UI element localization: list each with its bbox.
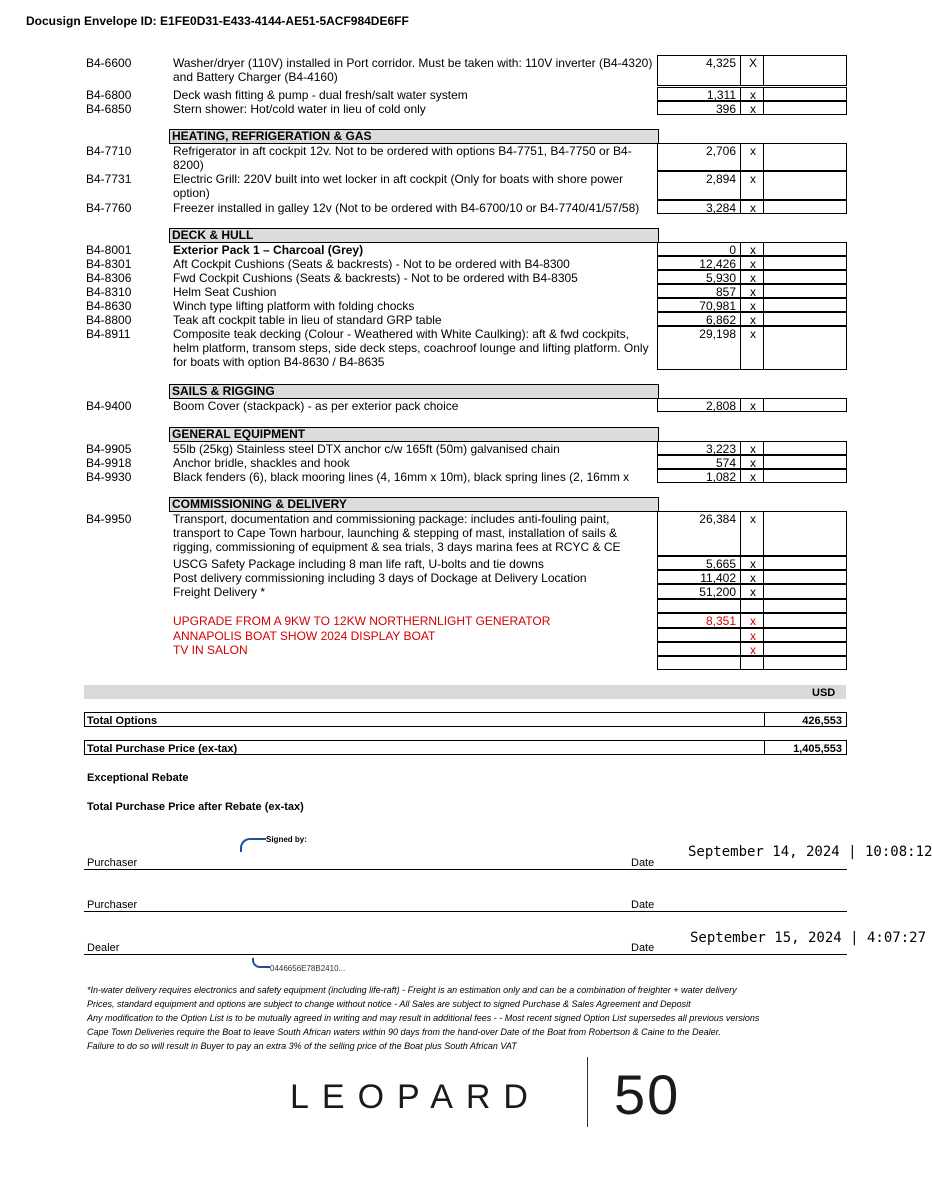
deck-rows-row-3-code: B4-8310 xyxy=(86,285,132,299)
heating-rows-row-0-price: 2,706 xyxy=(705,144,736,158)
heating-rows-row-1-mark: x xyxy=(750,172,756,186)
general-rows-row-1-mark: x xyxy=(750,456,756,470)
deck-rows-row-0-cell-divider-2 xyxy=(763,242,764,256)
dealer-hash: 0446656E78B2410... xyxy=(270,964,346,973)
commissioning-rows-row-2-mark: x xyxy=(750,571,756,585)
heating-rows-row-2-description: Freezer installed in galley 12v (Not to be ordered with B4-6700/10 or B4-7740/41/57/58) xyxy=(173,201,640,215)
rows-top-row-0-cell-divider-1 xyxy=(740,55,741,86)
envelope-id: Docusign Envelope ID: E1FE0D31-E433-4144-AE51-5ACF984DE6FF xyxy=(26,14,409,28)
deck-rows-row-6-cell-divider-2 xyxy=(763,326,764,370)
heating-rows-row-0-cell-divider-2 xyxy=(763,143,764,171)
date-label-3: Date xyxy=(631,942,655,954)
deck-rows-row-3-mark: x xyxy=(750,285,756,299)
deck-rows-row-4-cell-divider-1 xyxy=(740,298,741,312)
heating-rows-row-0-description: Refrigerator in aft cockpit 12v. Not to be ordered with options B4-7751, B4-7750 or B4-8200) xyxy=(173,144,632,172)
total-options-value: 426,553 xyxy=(802,715,842,727)
general-rows-row-0-cell-divider-1 xyxy=(740,441,741,455)
general-rows-row-0-price: 3,223 xyxy=(705,442,736,456)
commissioning-rows-row-3-cell-divider-2 xyxy=(763,584,764,599)
general-rows-row-2-code: B4-9930 xyxy=(86,470,132,484)
section-general: GENERAL EQUIPMENT xyxy=(169,427,659,442)
general-rows-row-1-price: 574 xyxy=(715,456,736,470)
deck-rows-row-5-code: B4-8800 xyxy=(86,313,132,327)
red-rows-row-1-cell-divider-2 xyxy=(763,628,764,642)
deck-rows-row-5-description: Teak aft cockpit table in lieu of standard GRP table xyxy=(173,313,442,327)
deck-rows-row-0-cell-divider-1 xyxy=(740,242,741,256)
deck-rows-row-6-mark: x xyxy=(750,327,756,341)
deck-rows-row-2-mark: x xyxy=(750,271,756,285)
commissioning-rows-row-1-mark: x xyxy=(750,557,756,571)
red-rows-row-2-cell-divider-1 xyxy=(740,642,741,656)
deck-rows-row-3-cell-divider-2 xyxy=(763,284,764,298)
signature-bracket-bottom-icon xyxy=(252,958,270,968)
deck-rows-row-0-price: 0 xyxy=(729,243,736,257)
general-rows-row-2-price: 1,082 xyxy=(705,470,736,484)
signature-line-3 xyxy=(84,954,847,955)
sails-rows-row-0-cell-divider-2 xyxy=(763,398,764,412)
commissioning-rows-row-3-mark: x xyxy=(750,585,756,599)
rows-top-row-0-mark: X xyxy=(748,56,757,70)
heating-rows-row-2-price: 3,284 xyxy=(705,201,736,215)
rebate-label: Exceptional Rebate xyxy=(87,772,189,784)
red-rows-row-2-cell-divider-2 xyxy=(763,642,764,656)
rows-top-row-0-price: 4,325 xyxy=(705,56,736,70)
leopard-logo-number: 50 xyxy=(614,1063,681,1126)
commissioning-rows-row-0-cell-divider-2 xyxy=(763,511,764,556)
purchaser-label-2: Purchaser xyxy=(87,899,138,911)
footnote-3: Any modification to the Option List is to be mutually agreed in writing and may result in additional fees - - Most recent signed Option List supersedes all previous versions xyxy=(87,1013,760,1023)
red-rows-row-1-description: ANNAPOLIS BOAT SHOW 2024 DISPLAY BOAT xyxy=(173,629,436,643)
red-rows-row-0-cell-divider-2 xyxy=(763,613,764,628)
general-rows-row-0-description: 55lb (25kg) Stainless steel DTX anchor c/w 165ft (50m) galvanised chain xyxy=(173,442,560,456)
deck-rows-row-1-description: Aft Cockpit Cushions (Seats & backrests) - Not to be ordered with B4-8300 xyxy=(173,257,570,271)
deck-rows-row-3-description: Helm Seat Cushion xyxy=(173,285,277,299)
general-rows-row-1-cell-divider-1 xyxy=(740,455,741,469)
deck-rows-row-4-cell-divider-2 xyxy=(763,298,764,312)
general-rows-row-2-description: Black fenders (6), black mooring lines (4, 16mm x 10m), black spring lines (2, 16mm x xyxy=(173,470,630,484)
currency-label: USD xyxy=(812,687,836,699)
commissioning-rows-row-0-price: 26,384 xyxy=(699,512,736,526)
general-rows-row-1-code: B4-9918 xyxy=(86,456,132,470)
heating-rows-row-0-code: B4-7710 xyxy=(86,144,132,158)
deck-rows-row-3-price: 857 xyxy=(715,285,736,299)
red-rows-row-2-mark: x xyxy=(750,643,756,657)
deck-rows-row-1-mark: x xyxy=(750,257,756,271)
commissioning-rows-row-2-description: Post delivery commissioning including 3 days of Dockage at Delivery Location xyxy=(173,571,587,585)
deck-rows-row-5-price: 6,862 xyxy=(705,313,736,327)
deck-rows-row-4-mark: x xyxy=(750,299,756,313)
rows-top-row-2-cell-divider-2 xyxy=(763,101,764,115)
red-rows-row-0-cell-divider-1 xyxy=(740,613,741,628)
rows-top-row-1-mark: x xyxy=(750,88,756,102)
deck-rows-row-4-price: 70,981 xyxy=(699,299,736,313)
blank-row-cell-divider-2 xyxy=(763,599,764,613)
commissioning-rows-row-3-price: 51,200 xyxy=(699,585,736,599)
heating-rows-row-2-cell-divider-2 xyxy=(763,200,764,214)
currency-band xyxy=(84,685,846,699)
deck-rows-row-2-cell-divider-1 xyxy=(740,270,741,284)
rows-top-row-2-code: B4-6850 xyxy=(86,102,132,116)
commissioning-rows-row-0-mark: x xyxy=(750,512,756,526)
general-rows-row-2-mark: x xyxy=(750,470,756,484)
deck-rows-row-0-description: Exterior Pack 1 – Charcoal (Grey) xyxy=(173,243,364,257)
commissioning-rows-row-3-cell-divider-1 xyxy=(740,584,741,599)
heating-rows-row-1-description: Electric Grill: 220V built into wet locker in aft cockpit (Only for boats with shore power option) xyxy=(173,172,624,200)
general-rows-row-0-cell-divider-2 xyxy=(763,441,764,455)
rows-top-row-0-cell-divider-2 xyxy=(763,55,764,86)
footnote-4: Cape Town Deliveries require the Boat to leave South African waters within 90 days from the hand-over Date of the Boat from Robertson & Caine to the Dealer. xyxy=(87,1027,721,1037)
deck-rows-row-0-mark: x xyxy=(750,243,756,257)
deck-rows-row-1-code: B4-8301 xyxy=(86,257,132,271)
deck-rows-row-5-mark: x xyxy=(750,313,756,327)
general-rows-row-1-description: Anchor bridle, shackles and hook xyxy=(173,456,350,470)
date-label-2: Date xyxy=(631,899,655,911)
deck-rows-row-2-code: B4-8306 xyxy=(86,271,132,285)
red-rows-row-0-description: UPGRADE FROM A 9KW TO 12KW NORTHERNLIGHT GENERATOR xyxy=(173,614,551,628)
rows-top-row-2-price: 396 xyxy=(715,102,736,116)
commissioning-rows-row-1-cell-divider-1 xyxy=(740,556,741,570)
deck-rows-row-2-description: Fwd Cockpit Cushions (Seats & backrests) - Not to be ordered with B4-8305 xyxy=(173,271,578,285)
heating-rows-row-0-mark: x xyxy=(750,144,756,158)
red-rows-row-1-mark: x xyxy=(750,629,756,643)
deck-rows-row-6-description: Composite teak decking (Colour - Weathered with White Caulking): aft & fwd cockpits, helm platform, transom steps, side deck steps, coachroof lounge and lifting platform. Only for boats with option B4-8630 / B4-8635 xyxy=(173,327,649,369)
sails-rows-row-0-cell-divider-1 xyxy=(740,398,741,412)
commissioning-rows-row-1-description: USCG Safety Package including 8 man life raft, U-bolts and tie downs xyxy=(173,557,544,571)
rows-top-row-1-cell-divider-1 xyxy=(740,87,741,101)
date-label-1: Date xyxy=(631,857,655,869)
total-purchase-label: Total Purchase Price (ex-tax) xyxy=(87,743,238,755)
red-rows-row-0-price: 8,351 xyxy=(705,614,736,628)
general-rows-row-0-code: B4-9905 xyxy=(86,442,132,456)
deck-rows-row-6-code: B4-8911 xyxy=(86,327,131,341)
dealer-label: Dealer xyxy=(87,942,120,954)
date-value-1: September 14, 2024 | 10:08:12 xyxy=(688,844,932,860)
general-rows-row-0-mark: x xyxy=(750,442,756,456)
deck-rows-row-6-cell-divider-1 xyxy=(740,326,741,370)
deck-rows-row-4-description: Winch type lifting platform with folding chocks xyxy=(173,299,415,313)
rows-top-row-2-mark: x xyxy=(750,102,756,116)
heating-rows-row-1-price: 2,894 xyxy=(705,172,736,186)
red-rows-row-2-description: TV IN SALON xyxy=(173,643,248,657)
section-heating: HEATING, REFRIGERATION & GAS xyxy=(169,129,659,144)
heating-rows-row-1-cell-divider-2 xyxy=(763,171,764,200)
total-purchase-divider xyxy=(764,740,765,755)
general-rows-row-2-cell-divider-1 xyxy=(740,469,741,483)
rows-top-row-1-description: Deck wash fitting & pump - dual fresh/salt water system xyxy=(173,88,468,102)
logo-divider xyxy=(587,1057,588,1127)
commissioning-rows-row-2-price: 11,402 xyxy=(700,571,736,585)
footnote-1: *In-water delivery requires electronics and safety equipment (including life-raft) - Freight is an estimation only and can be a combination of freighter + water delivery xyxy=(87,985,737,995)
section-deck: DECK & HULL xyxy=(169,228,659,243)
commissioning-rows-row-2-cell-divider-1 xyxy=(740,570,741,584)
red-rows-row-1-cell-divider-1 xyxy=(740,628,741,642)
blank-row-cell-box xyxy=(657,599,847,613)
deck-rows-row-2-price: 5,930 xyxy=(705,271,736,285)
footnote-2: Prices, standard equipment and options are subject to change without notice - All Sales are subject to signed Purchase & Sales Agreement and Deposit xyxy=(87,999,691,1009)
deck-rows-row-5-cell-divider-2 xyxy=(763,312,764,326)
total-purchase-value: 1,405,553 xyxy=(793,743,842,755)
commissioning-rows-row-2-cell-divider-2 xyxy=(763,570,764,584)
rows-top-row-0-description: Washer/dryer (110V) installed in Port corridor. Must be taken with: 110V inverter (B4-4320) and Battery Charger (B4-4160) xyxy=(173,56,653,84)
commissioning-rows-row-1-cell-divider-2 xyxy=(763,556,764,570)
deck-rows-row-1-price: 12,426 xyxy=(699,257,736,271)
deck-rows-row-6-price: 29,198 xyxy=(699,327,736,341)
rows-top-row-0-code: B4-6600 xyxy=(86,56,132,70)
deck-rows-row-4-code: B4-8630 xyxy=(86,299,132,313)
deck-rows-row-2-cell-divider-2 xyxy=(763,270,764,284)
signature-bracket-icon xyxy=(240,838,266,852)
rows-top-row-2-description: Stern shower: Hot/cold water in lieu of cold only xyxy=(173,102,426,116)
commissioning-rows-row-3-description: Freight Delivery * xyxy=(173,585,266,599)
footnote-5: Failure to do so will result in Buyer to pay an extra 3% of the selling price of the Boat plus South African VAT xyxy=(87,1041,517,1051)
signature-line-1 xyxy=(84,869,847,870)
blank-row-end-cell-divider-2 xyxy=(763,656,764,670)
total-options-divider xyxy=(764,712,765,727)
section-sails: SAILS & RIGGING xyxy=(169,384,659,399)
heating-rows-row-2-cell-divider-1 xyxy=(740,200,741,214)
signed-by-label: Signed by: xyxy=(266,835,307,844)
heating-rows-row-2-code: B4-7760 xyxy=(86,201,132,215)
heating-rows-row-0-cell-divider-1 xyxy=(740,143,741,171)
sails-rows-row-0-mark: x xyxy=(750,399,756,413)
rows-top-row-1-cell-divider-2 xyxy=(763,87,764,101)
rows-top-row-1-price: 1,311 xyxy=(706,88,736,102)
commissioning-rows-row-0-description: Transport, documentation and commissioning package: includes anti-fouling paint, transport to Cape Town harbour, launching & stepping of mast, installation of sails & rigging, commissioning of equipment & sea trials, 3 days marina fees at RCYC & CE xyxy=(173,512,621,554)
deck-rows-row-1-cell-divider-2 xyxy=(763,256,764,270)
deck-rows-row-5-cell-divider-1 xyxy=(740,312,741,326)
general-rows-row-2-cell-divider-2 xyxy=(763,469,764,483)
commissioning-rows-row-0-cell-divider-1 xyxy=(740,511,741,556)
section-commissioning: COMMISSIONING & DELIVERY xyxy=(169,497,659,512)
blank-row-end-cell-divider-1 xyxy=(740,656,741,670)
after-rebate-label: Total Purchase Price after Rebate (ex-tax) xyxy=(87,801,304,813)
date-value-3: September 15, 2024 | 4:07:27 xyxy=(690,930,927,946)
commissioning-rows-row-0-code: B4-9950 xyxy=(86,512,132,526)
deck-rows-row-3-cell-divider-1 xyxy=(740,284,741,298)
red-rows-row-0-mark: x xyxy=(750,614,756,628)
heating-rows-row-1-code: B4-7731 xyxy=(86,172,132,186)
blank-row-end-cell-box xyxy=(657,656,847,670)
sails-rows-row-0-price: 2,808 xyxy=(705,399,736,413)
sails-rows-row-0-description: Boom Cover (stackpack) - as per exterior pack choice xyxy=(173,399,459,413)
commissioning-rows-row-1-price: 5,665 xyxy=(705,557,736,571)
sails-rows-row-0-code: B4-9400 xyxy=(86,399,132,413)
total-options-label: Total Options xyxy=(87,715,158,727)
rows-top-row-2-cell-divider-1 xyxy=(740,101,741,115)
leopard-logo-word: LEOPARD xyxy=(290,1078,541,1116)
deck-rows-row-0-code: B4-8001 xyxy=(86,243,132,257)
rows-top-row-1-code: B4-6800 xyxy=(86,88,132,102)
deck-rows-row-1-cell-divider-1 xyxy=(740,256,741,270)
signature-line-2 xyxy=(84,911,847,912)
purchaser-label-1: Purchaser xyxy=(87,857,138,869)
blank-row-cell-divider-1 xyxy=(740,599,741,613)
total-options-box xyxy=(84,712,847,727)
heating-rows-row-1-cell-divider-1 xyxy=(740,171,741,200)
general-rows-row-1-cell-divider-2 xyxy=(763,455,764,469)
heating-rows-row-2-mark: x xyxy=(750,201,756,215)
